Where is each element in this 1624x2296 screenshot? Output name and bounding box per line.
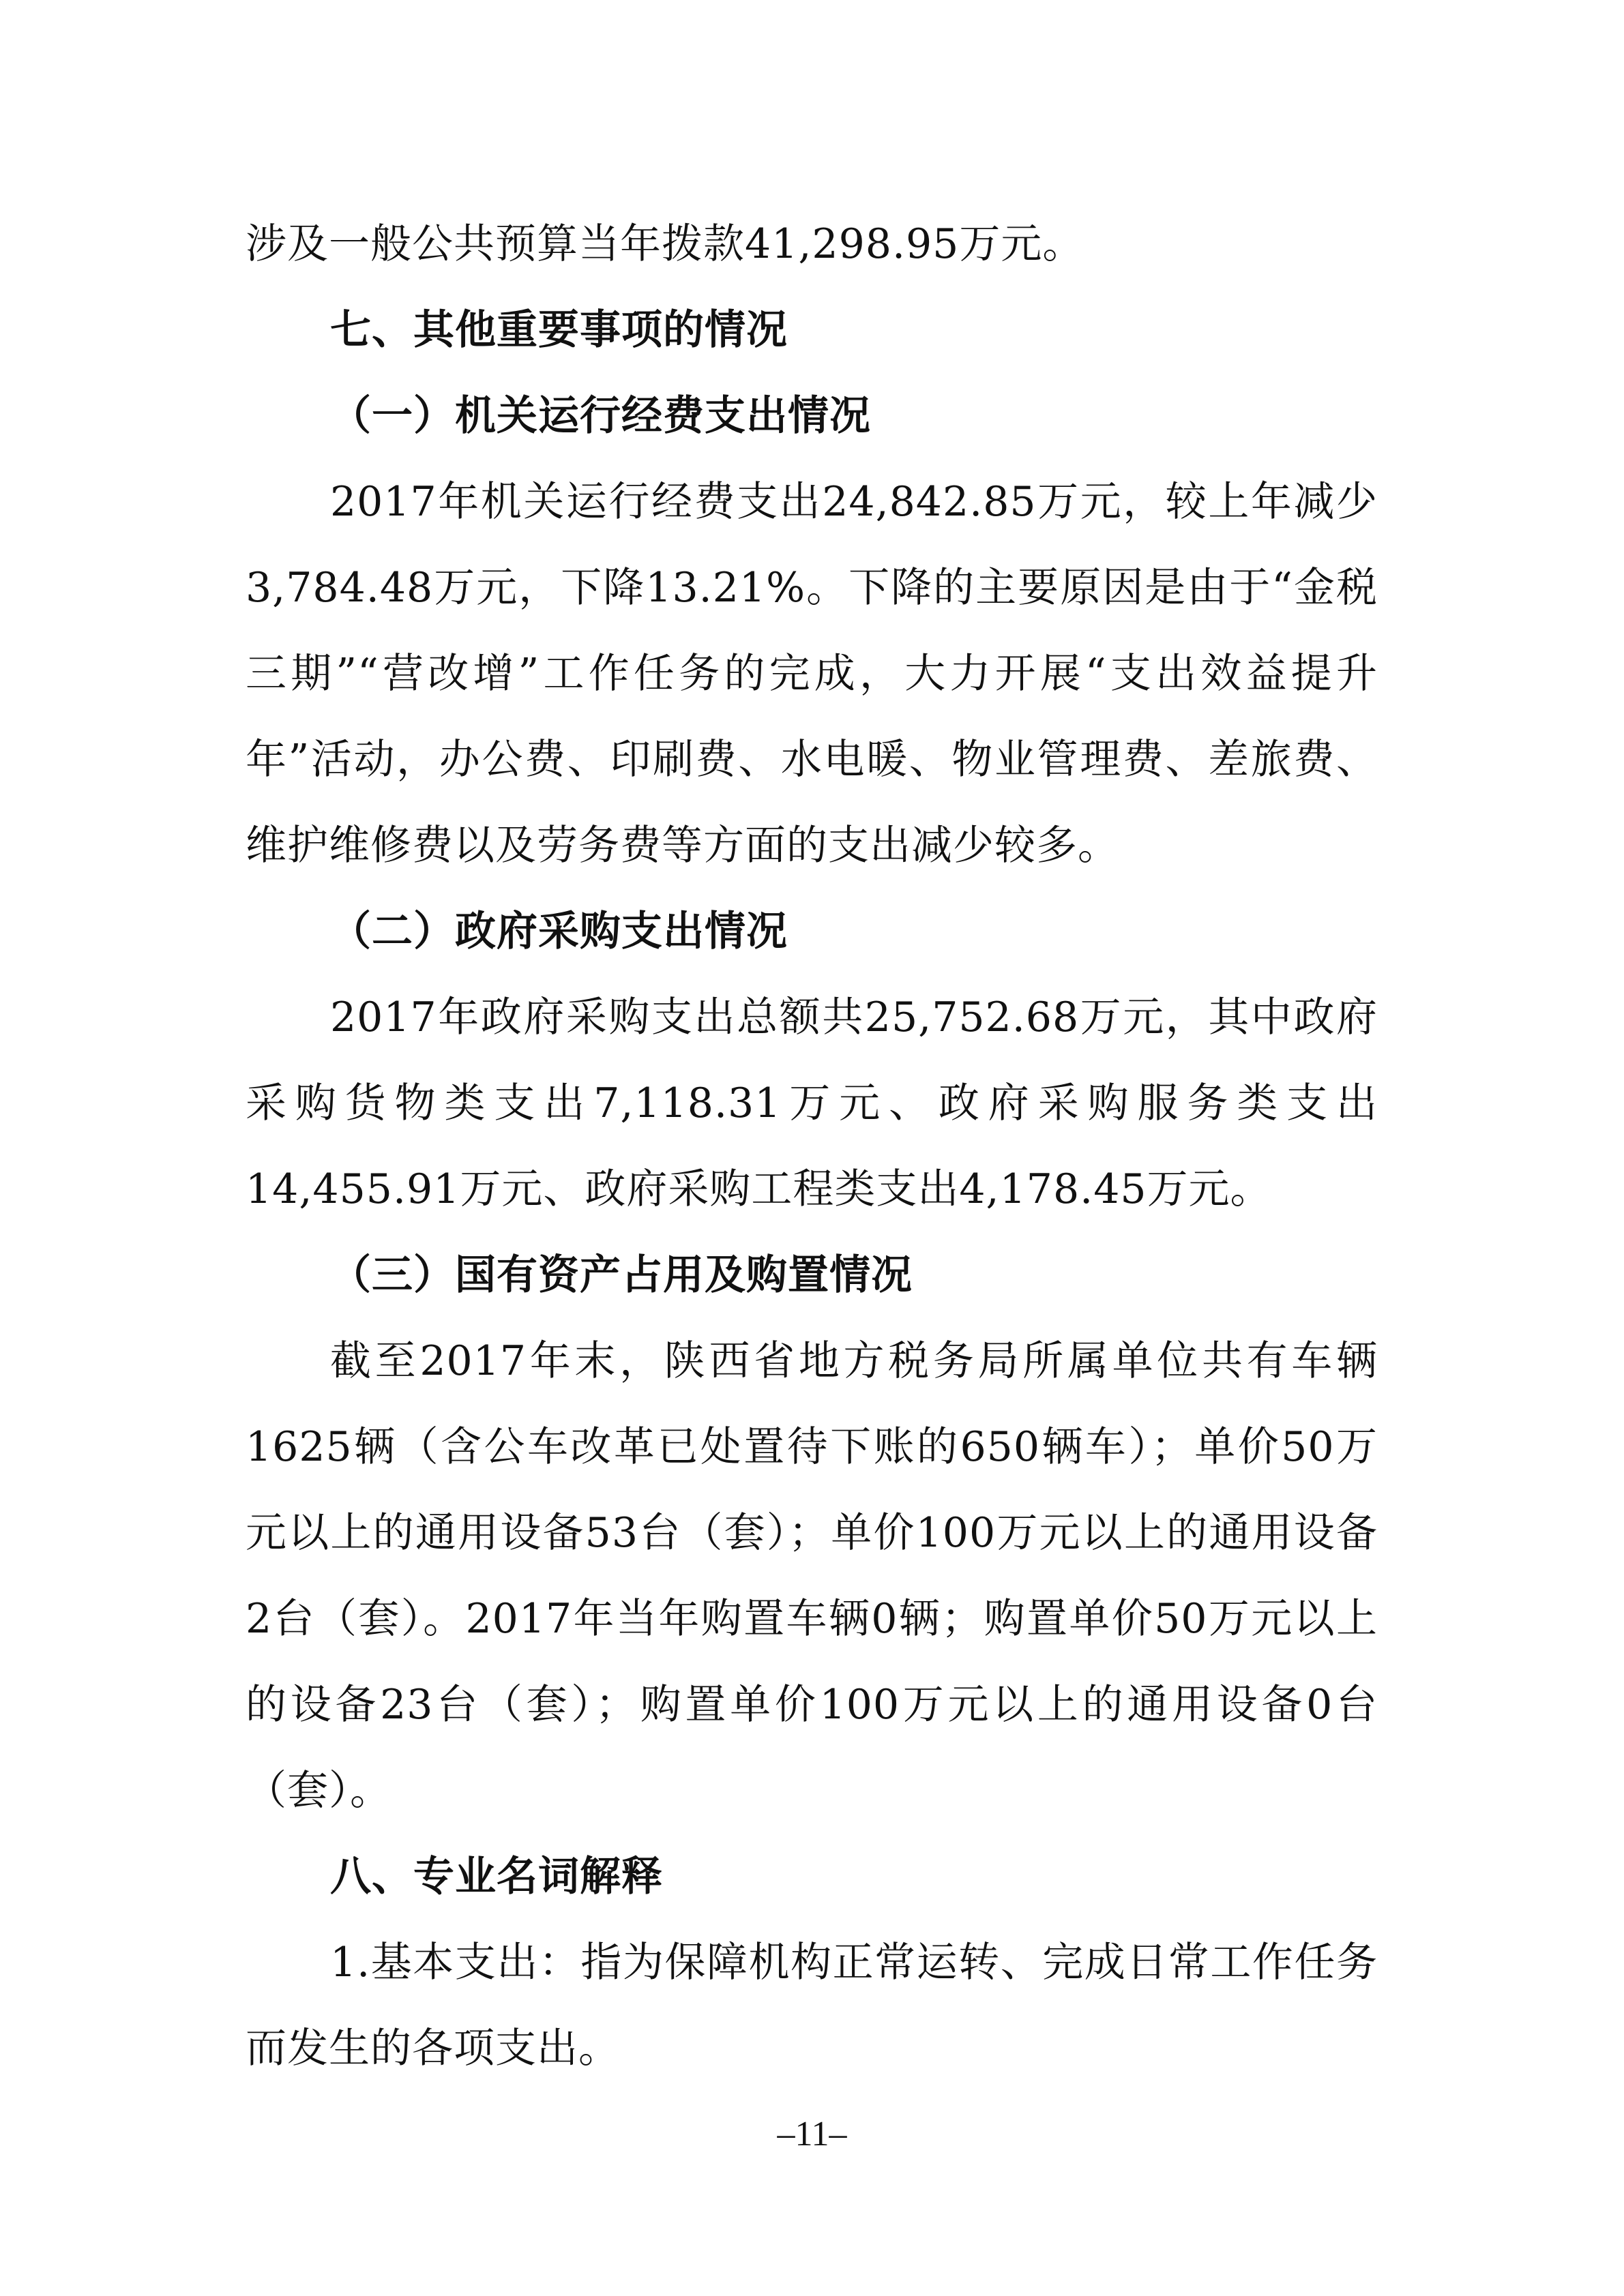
heading-section-7: 七、其他重要事项的情况	[330, 306, 788, 354]
heading-subsection-3: （三）国有资产占用及购置情况	[330, 1251, 913, 1299]
paragraph-budget-appropriation: 涉及一般公共预算当年拨款41,298.95万元。	[246, 220, 1084, 268]
paragraph-government-procurement: 2017年政府采购支出总额共25,752.68万元，其中政府采购货物类支出7,118.31万元、政府采购服务类支出14,455.91万元、政府采购工程类支出4,178.45万元。	[246, 994, 1378, 1213]
heading-subsection-2: （二）政府采购支出情况	[330, 908, 788, 955]
document-body	[246, 201, 1378, 2091]
paragraph-operating-expenses: 2017年机关运行经费支出24,842.85万元，较上年减少3,784.48万元，下降13.21%。下降的主要原因是由于“金税三期”“营改增”工作任务的完成，大力开展“支出效益提升年”活动，办公费、印刷费、水电暖、物业管理费、差旅费、维护维修费以及劳务费等方面的支出减少较多。	[246, 478, 1378, 869]
page-number: –11–	[777, 2115, 847, 2153]
heading-section-8: 八、专业名词解释	[330, 1853, 663, 1900]
paragraph-basic-expenditure: 1.基本支出：指为保障机构正常运转、完成日常工作任务而发生的各项支出。	[246, 1939, 1378, 2072]
heading-subsection-1: （一）机关运行经费支出情况	[330, 392, 871, 440]
paragraph-state-assets: 截至2017年末，陕西省地方税务局所属单位共有车辆1625辆（含公车改革已处置待下账的650辆车）；单价50万元以上的通用设备53台（套）；单价100万元以上的通用设备2台（套）。2017年当年购置车辆0辆；购置单价50万元以上的设备23台（套）；购置单价100万元以上的通用设备0台（套）。	[246, 1337, 1378, 1815]
